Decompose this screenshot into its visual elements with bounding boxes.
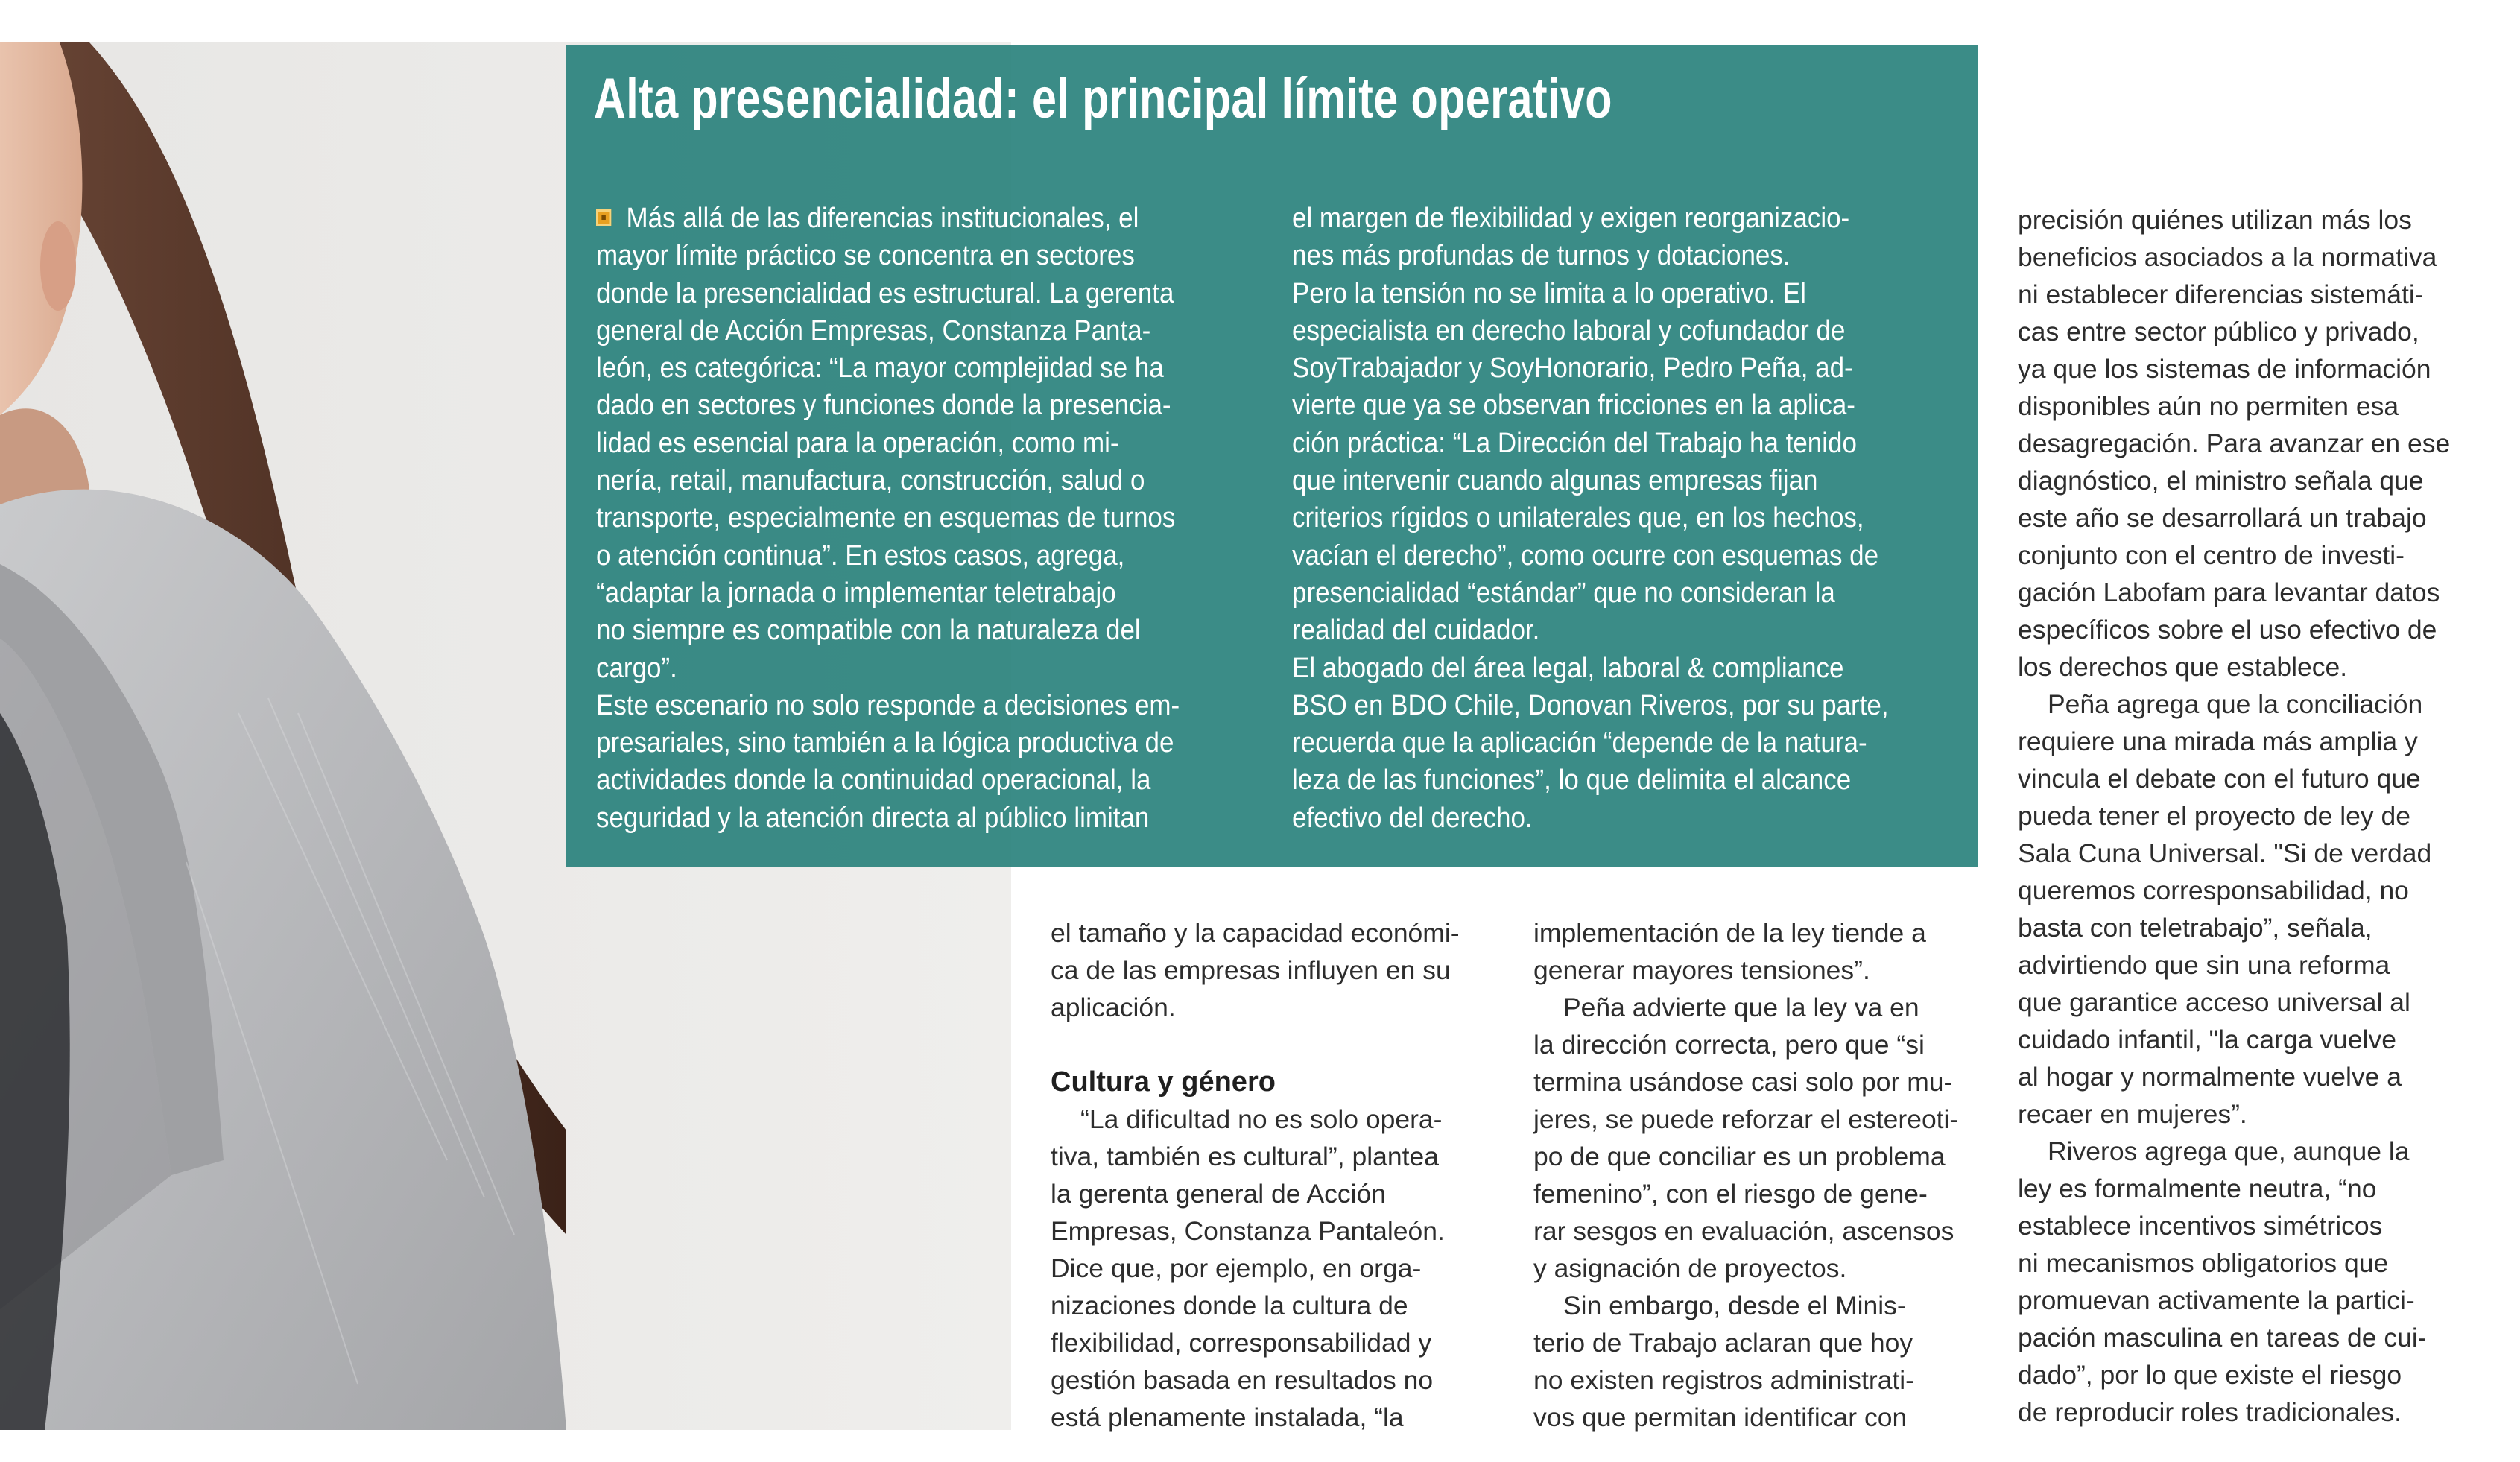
text-line: ni establecer diferencias sistemáti- (2018, 279, 2424, 309)
text-line: ni mecanismos obligatorios que (2018, 1248, 2389, 1278)
text-line: mayor límite práctico se concentra en sectores (596, 240, 1135, 272)
text-line: nes más profundas de turnos y dotaciones. (1292, 240, 1791, 272)
text-line: Sin embargo, desde el Minis- (1563, 1291, 1906, 1320)
text-line: rar sesgos en evaluación, ascensos (1533, 1216, 1954, 1246)
text-line: Empresas, Constanza Pantaleón. (1051, 1216, 1445, 1246)
text-line: de reproducir roles tradicionales. (2018, 1397, 2402, 1427)
text-line: ya que los sistemas de información (2018, 354, 2431, 384)
text-line: criterios rígidos o unilaterales que, en los hechos, (1292, 502, 1864, 534)
text-line: cargo”. (596, 652, 677, 684)
text-line: específicos sobre el uso efectivo de (2018, 615, 2437, 645)
text-line: conjunto con el centro de investi- (2018, 540, 2405, 570)
text-line: este año se desarrollará un trabajo (2018, 503, 2427, 533)
text-line: El abogado del área legal, laboral & compliance (1292, 652, 1844, 684)
text-line: desagregación. Para avanzar en ese (2018, 428, 2451, 458)
text-line: seguridad y la atención directa al público limitan (596, 802, 1150, 834)
text-line: “La dificultad no es solo opera- (1080, 1104, 1443, 1134)
text-line: vierte que ya se observan fricciones en la aplica- (1292, 390, 1855, 422)
bullet-square-icon (596, 209, 611, 226)
text-line: disponibles aún no permiten esa (2018, 391, 2399, 421)
text-line: pueda tener el proyecto de ley de (2018, 801, 2410, 831)
text-line: terio de Trabajo aclaran que hoy (1533, 1328, 1913, 1358)
text-line: requiere una mirada más amplia y (2018, 727, 2418, 756)
paragraph-gap (1051, 1026, 1460, 1063)
body-column-1 (1051, 914, 1460, 1436)
text-line: Peña agrega que la conciliación (2048, 689, 2423, 719)
text-line: BSO en BDO Chile, Donovan Riveros, por su parte, (1292, 689, 1889, 721)
text-line-content: Más allá de las diferencias institucionales, el (626, 203, 1139, 234)
text-line: aplicación. (1051, 993, 1176, 1022)
text-line: Peña advierte que la ley va en (1563, 993, 1919, 1022)
text-line: Dice que, por ejemplo, en orga- (1051, 1253, 1422, 1283)
text-line: dado”, por lo que existe el riesgo (2018, 1360, 2402, 1390)
text-line: queremos corresponsabilidad, no (2018, 876, 2409, 905)
text-line: cuidado infantil, "la carga vuelve (2018, 1025, 2396, 1054)
text-line: promuevan activamente la partici- (2018, 1285, 2415, 1315)
text-line: tiva, también es cultural”, plantea (1051, 1142, 1439, 1171)
text-line: transporte, especialmente en esquemas de turnos (596, 502, 1176, 534)
article-title: Alta presencialidad: el principal límite operativo (594, 67, 1612, 130)
text-line: Pero la tensión no se limita a lo operativo. El (1292, 277, 1806, 309)
body-column-3 (2018, 201, 2450, 1431)
text-line (596, 200, 1180, 237)
text-line: la dirección correcta, pero que “si (1533, 1030, 1925, 1060)
text-line: ción práctica: “La Dirección del Trabajo ha tenido (1292, 427, 1857, 459)
text-line: femenino”, con el riesgo de gene- (1533, 1179, 1928, 1209)
text-line: establece incentivos simétricos (2018, 1211, 2383, 1241)
text-line: no siempre es compatible con la naturaleza del (596, 615, 1141, 647)
text-line: realidad del cuidador. (1292, 615, 1540, 647)
text-line: presencialidad “estándar” que no consideran la (1292, 577, 1835, 609)
text-line: el margen de flexibilidad y exigen reorganizacio- (1292, 203, 1850, 234)
text-line: dado en sectores y funciones donde la presencia- (596, 390, 1171, 422)
text-line: advirtiendo que sin una reforma (2018, 950, 2390, 980)
text-line: que garantice acceso universal al (2018, 987, 2410, 1017)
text-line: generar mayores tensiones”. (1533, 955, 1870, 985)
text-line: presariales, sino también a la lógica productiva de (596, 727, 1174, 759)
text-line: SoyTrabajador y SoyHonorario, Pedro Peña, ad- (1292, 352, 1853, 385)
text-line: implementación de la ley tiende a (1533, 918, 1926, 948)
text-line: está plenamente instalada, “la (1051, 1402, 1404, 1432)
text-line: ca de las empresas influyen en su (1051, 955, 1451, 985)
text-line: nizaciones donde la cultura de (1051, 1291, 1408, 1320)
text-line: jeres, se puede reforzar el estereoti- (1533, 1104, 1959, 1134)
text-line: pación masculina en tareas de cui- (2018, 1323, 2427, 1352)
text-line: Sala Cuna Universal. "Si de verdad (2018, 838, 2432, 868)
text-line: no existen registros administrati- (1533, 1365, 1915, 1395)
text-line: gación Labofam para levantar datos (2018, 577, 2440, 607)
body-column-2 (1533, 914, 1958, 1436)
text-line: termina usándose casi solo por mu- (1533, 1067, 1953, 1097)
text-line: general de Acción Empresas, Constanza Panta- (596, 314, 1151, 346)
text-line: actividades donde la continuidad operacional, la (596, 765, 1151, 797)
section-heading: Cultura y género (1051, 1066, 1276, 1098)
text-line: que intervenir cuando algunas empresas fijan (1292, 465, 1818, 497)
text-line: leza de las funciones”, lo que delimita el alcance (1292, 765, 1852, 797)
text-line: cas entre sector público y privado, (2018, 317, 2419, 346)
text-line: Este escenario no solo responde a decisiones em- (596, 689, 1180, 721)
text-line: la gerenta general de Acción (1051, 1179, 1386, 1209)
text-line: ley es formalmente neutra, “no (2018, 1174, 2377, 1203)
text-line: donde la presencialidad es estructural. La gerenta (596, 277, 1174, 309)
text-line: efectivo del derecho. (1292, 802, 1533, 834)
text-line: vos que permitan identificar con (1533, 1402, 1908, 1432)
panel-column-left (596, 200, 1230, 837)
text-line: basta con teletrabajo”, señala, (2018, 913, 2372, 943)
panel-column-right (1292, 200, 1940, 837)
text-line: y asignación de proyectos. (1533, 1253, 1847, 1283)
text-line: vacían el derecho”, como ocurre con esquemas de (1292, 539, 1879, 572)
text-line: beneficios asociados a la normativa (2018, 242, 2437, 272)
text-line: precisión quiénes utilizan más los (2018, 205, 2412, 235)
text-line: nería, retail, manufactura, construcción, salud o (596, 465, 1145, 497)
text-line: “adaptar la jornada o implementar teletrabajo (596, 577, 1116, 609)
text-line: diagnóstico, el ministro señala que (2018, 466, 2424, 496)
text-line: recaer en mujeres”. (2018, 1099, 2247, 1129)
text-line: los derechos que establece. (2018, 652, 2348, 682)
text-line: flexibilidad, corresponsabilidad y (1051, 1328, 1432, 1358)
text-line: lidad es esencial para la operación, como mi- (596, 427, 1119, 459)
text-line: vincula el debate con el futuro que (2018, 764, 2421, 794)
text-line: o atención continua”. En estos casos, agrega, (596, 539, 1125, 572)
text-line: recuerda que la aplicación “depende de la natura- (1292, 727, 1867, 759)
text-line: león, es categórica: “La mayor complejidad se ha (596, 352, 1164, 385)
text-line: gestión basada en resultados no (1051, 1365, 1434, 1395)
text-line: po de que conciliar es un problema (1533, 1142, 1946, 1171)
text-line: especialista en derecho laboral y cofundador de (1292, 314, 1846, 346)
text-line: el tamaño y la capacidad económi- (1051, 918, 1460, 948)
text-line: al hogar y normalmente vuelve a (2018, 1062, 2402, 1092)
text-line: Riveros agrega que, aunque la (2048, 1136, 2410, 1166)
